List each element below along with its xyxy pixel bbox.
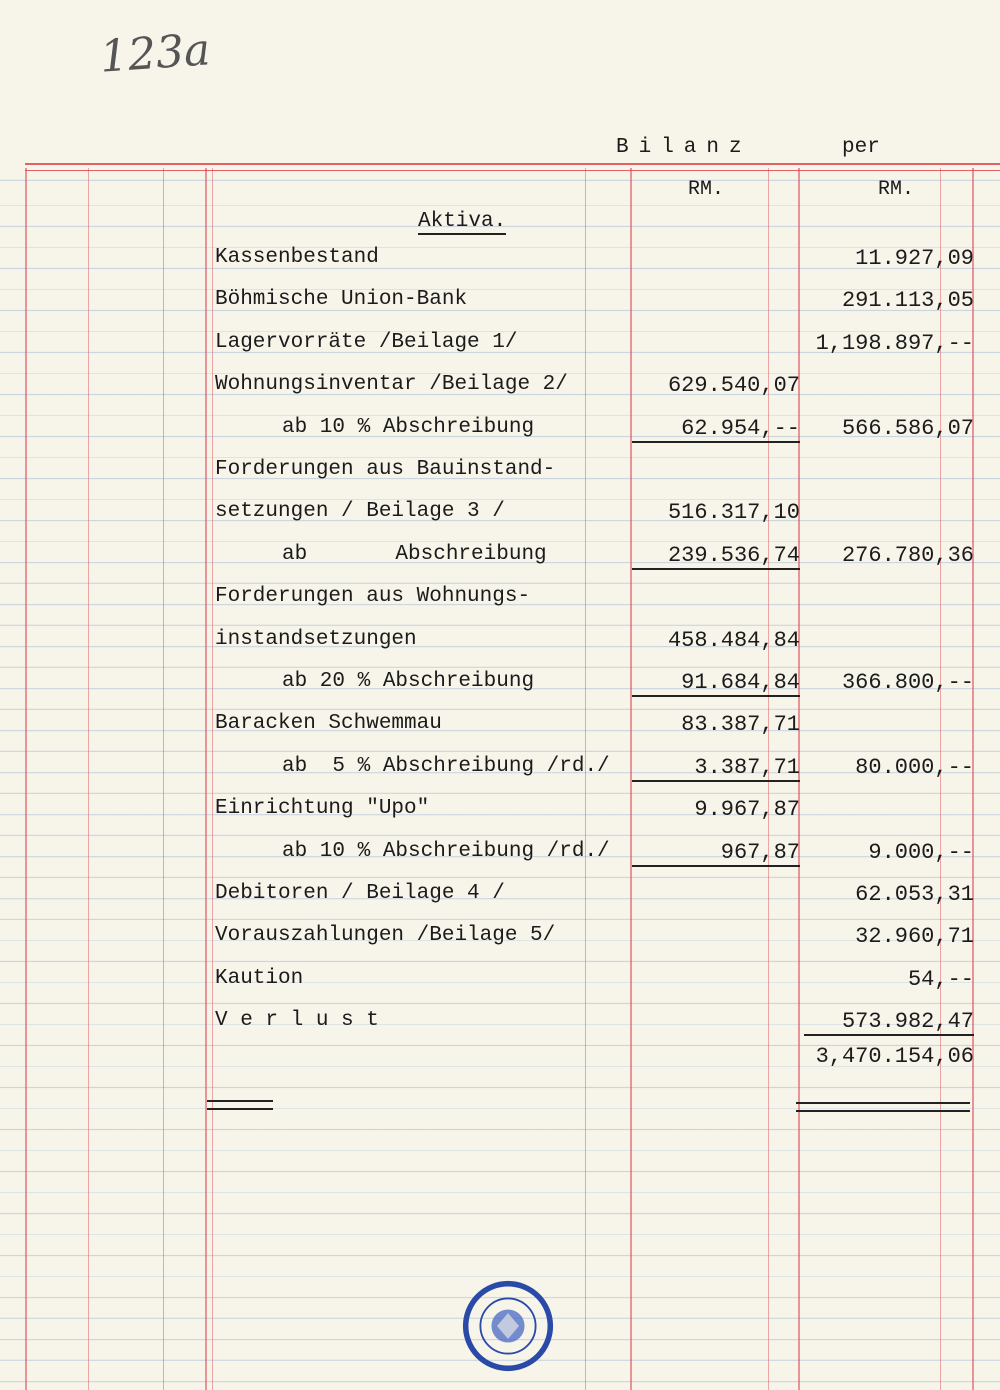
ruling-line — [205, 168, 207, 1390]
row-amount-column-1: 629.540,07 — [667, 373, 800, 398]
row-amount-column-2: 32.960,71 — [855, 924, 974, 949]
column-header-rm-1: RM. — [688, 178, 725, 201]
row-label: Lagervorräte /Beilage 1/ — [215, 331, 518, 354]
row-amount-column-1: 239.536,74 — [632, 543, 800, 570]
row-label: ab 20 % Abschreibung — [282, 670, 535, 693]
row-amount-column-1: 967,87 — [632, 840, 800, 867]
row-label: V e r l u s t — [215, 1009, 379, 1032]
header-rule — [25, 170, 1000, 171]
row-label: setzungen / Beilage 3 / — [215, 500, 505, 523]
row-label: ab Abschreibung — [282, 543, 547, 566]
closing-double-rule — [207, 1100, 273, 1110]
row-amount-column-2: 291.113,05 — [841, 288, 974, 313]
row-amount-column-2: 11.927,09 — [855, 246, 974, 271]
balance-heading-per: per — [842, 136, 880, 159]
section-title-aktiva: Aktiva. — [418, 210, 507, 233]
row-label: ab 10 % Abschreibung — [282, 416, 535, 439]
ruling-line — [585, 168, 586, 1390]
row-label: Einrichtung "Upo" — [215, 797, 430, 820]
header-rule — [25, 163, 1000, 165]
closing-double-rule — [796, 1102, 970, 1112]
row-label: Wohnungsinventar /Beilage 2/ — [215, 373, 568, 396]
row-label: Vorauszahlungen /Beilage 5/ — [215, 924, 556, 947]
row-label: ab 5 % Abschreibung /rd./ — [282, 755, 610, 778]
row-amount-column-1: 91.684,84 — [632, 670, 800, 697]
balance-total: 3,470.154,06 — [815, 1044, 974, 1069]
row-amount-column-1: 458.484,84 — [667, 628, 800, 653]
ruling-line — [212, 168, 213, 1390]
row-amount-column-2: 366.800,-- — [841, 670, 974, 695]
column-header-rm-2: RM. — [878, 178, 915, 201]
row-amount-column-2: 62.053,31 — [855, 882, 974, 907]
row-amount-column-1: 516.317,10 — [667, 500, 800, 525]
row-amount-column-2: 566.586,07 — [841, 416, 974, 441]
row-amount-column-1: 9.967,87 — [694, 797, 800, 822]
ruling-line — [88, 168, 89, 1390]
row-label: Forderungen aus Wohnungs- — [215, 585, 531, 608]
row-label: Baracken Schwemmau — [215, 712, 442, 735]
balance-heading: Bilanz — [616, 136, 752, 159]
ruling-line — [25, 168, 27, 1390]
row-label: ab 10 % Abschreibung /rd./ — [282, 840, 610, 863]
row-label: Debitoren / Beilage 4 / — [215, 882, 505, 905]
archive-stamp — [462, 1280, 554, 1372]
row-label: Kassenbestand — [215, 246, 379, 269]
ruling-line — [163, 168, 164, 1390]
row-amount-column-1: 62.954,-- — [632, 416, 800, 443]
row-amount-column-2: 573.982,47 — [804, 1009, 974, 1036]
row-label: Böhmische Union-Bank — [215, 288, 468, 311]
handwritten-folio-number: 123a — [98, 24, 212, 83]
row-amount-column-2: 9.000,-- — [868, 840, 974, 865]
row-amount-column-2: 80.000,-- — [855, 755, 974, 780]
row-amount-column-1: 3.387,71 — [632, 755, 800, 782]
row-label: instandsetzungen — [215, 628, 417, 651]
row-amount-column-1: 83.387,71 — [681, 712, 800, 737]
row-label: Kaution — [215, 967, 304, 990]
row-amount-column-2: 1,198.897,-- — [815, 331, 974, 356]
row-amount-column-2: 54,-- — [907, 967, 974, 992]
row-amount-column-2: 276.780,36 — [841, 543, 974, 568]
row-label: Forderungen aus Bauinstand- — [215, 458, 556, 481]
